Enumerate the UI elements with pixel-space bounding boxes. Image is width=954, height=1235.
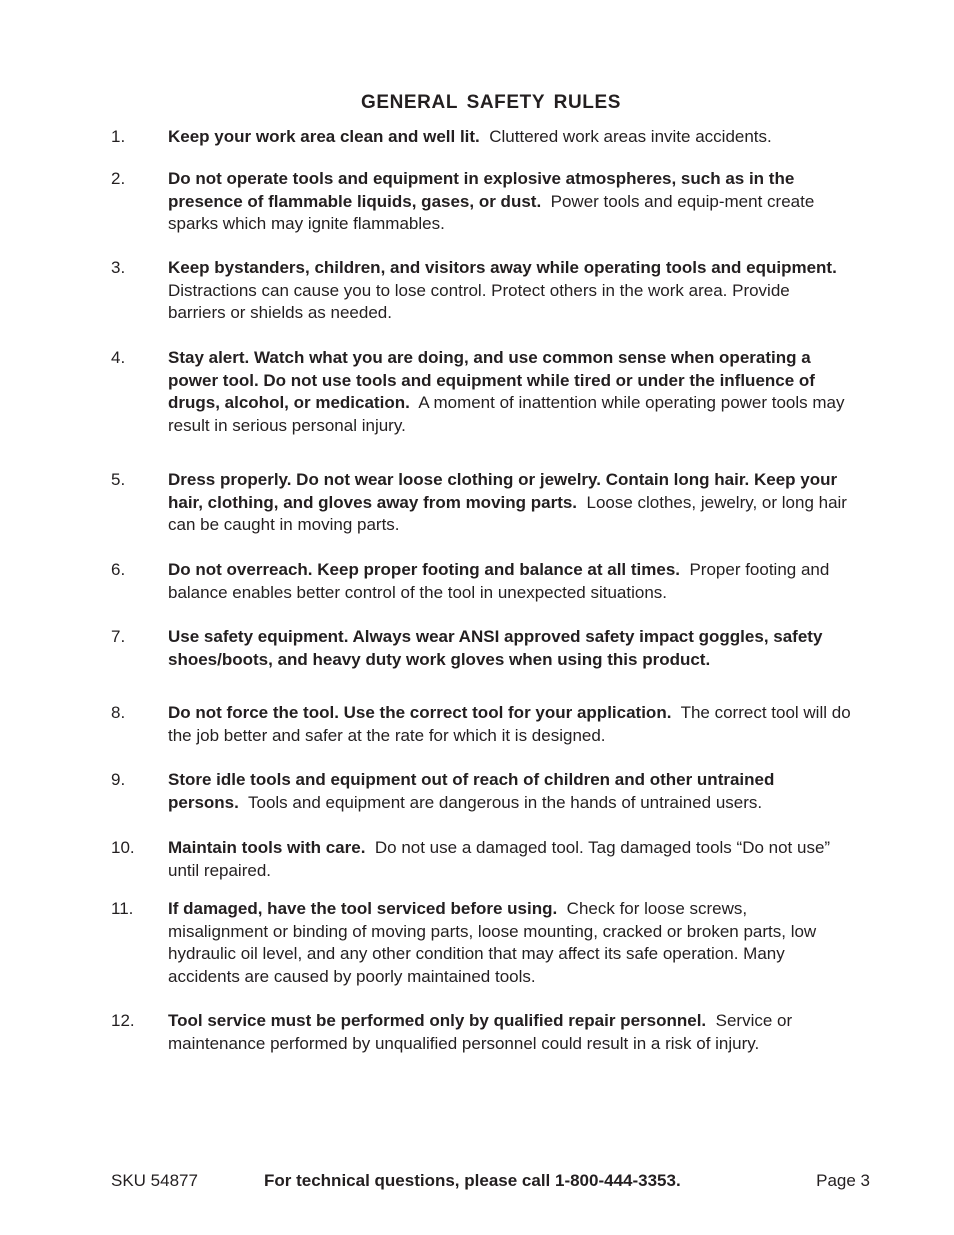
- rule-heading: Stay alert. Watch what you are doing, and use common sense when operating a power tool. Do not use tools and equipment while tired or under the influence of drugs, alcohol, or medication.: [168, 348, 815, 412]
- rule-item: [111, 769, 851, 814]
- rule-number: 9.: [111, 770, 126, 789]
- rule-heading: Do not operate tools and equipment in explosive atmospheres, such as in the presence of flammable liquids, gases, or dust.: [168, 169, 795, 211]
- rule-heading: Do not overreach. Keep proper footing and balance at all times.: [168, 560, 680, 579]
- rule-text: Tools and equipment are dangerous in the hands of untrained users.: [248, 792, 763, 812]
- rule-number: 12.: [111, 1011, 135, 1030]
- rule-item: [111, 898, 851, 988]
- rule-item: [111, 837, 851, 882]
- rule-text: The correct tool will do the job better and safer at the rate for which it is designed.: [168, 703, 851, 745]
- rule-text: Check for loose screws, misalignment or binding of moving parts, loose mounting, cracked or broken parts, low hydraulic oil level, and any other condition that may affect its safe operation. Many accidents are caused by poorly maintained tools.: [168, 899, 817, 986]
- rule-item: [111, 168, 851, 236]
- rule-heading: Use safety equipment. Always wear ANSI approved safety impact goggles, safety shoes/boots, and heavy duty work gloves when using this product.: [168, 627, 823, 669]
- rule-text: Cluttered work areas invite accidents.: [489, 127, 772, 146]
- rule-text: Service or maintenance performed by unqualified personnel could result in a risk of injury.: [168, 1011, 793, 1053]
- rule-item: [111, 347, 851, 437]
- rule-heading: Tool service must be performed only by qualified repair personnel.: [168, 1011, 707, 1030]
- rule-number: 5.: [111, 470, 126, 489]
- rule-text: A moment of inattention while operating power tools may result in serious personal injury.: [168, 393, 845, 435]
- rule-number: 6.: [111, 560, 126, 579]
- rule-text: Do not use a damaged tool. Tag damaged tools “Do not use” until repaired.: [168, 838, 831, 880]
- rule-number: 1.: [111, 127, 126, 146]
- rule-item: [111, 559, 851, 604]
- rule-text: Distractions can cause you to lose control. Protect others in the work area. Provide barriers or shields as needed.: [168, 280, 790, 322]
- page-footer: [111, 1171, 871, 1195]
- rule-item: [111, 626, 851, 671]
- support-phone-text: For technical questions, please call 1-800-444-3353.: [264, 1171, 681, 1190]
- rule-number: 4.: [111, 348, 126, 367]
- rule-heading: Keep bystanders, children, and visitors away while operating tools and equipment.: [168, 258, 837, 277]
- rule-item: [111, 126, 851, 149]
- rule-number: 7.: [111, 627, 126, 646]
- rule-item: [111, 469, 851, 537]
- rule-item: [111, 257, 851, 325]
- page-number: Page 3: [816, 1171, 870, 1190]
- rule-item: [111, 1010, 851, 1055]
- rule-item: [111, 702, 851, 747]
- rule-number: 10.: [111, 838, 135, 857]
- rule-text: Power tools and equip-ment create sparks which may ignite flammables.: [168, 191, 815, 233]
- rule-number: 8.: [111, 703, 126, 722]
- rule-text: Proper footing and balance enables better control of the tool in unexpected situations.: [168, 560, 830, 602]
- rule-number: 3.: [111, 258, 126, 277]
- rule-heading: Dress properly. Do not wear loose clothing or jewelry. Contain long hair. Keep your hair, clothing, and gloves away from moving parts.: [168, 470, 838, 512]
- rule-heading: Do not force the tool. Use the correct tool for your application.: [168, 703, 672, 722]
- rule-heading: Maintain tools with care.: [168, 838, 366, 857]
- rule-number: 2.: [111, 169, 126, 188]
- rule-heading: Store idle tools and equipment out of reach of children and other untrained persons.: [168, 770, 775, 812]
- rule-number: 11.: [111, 899, 134, 918]
- rule-heading: Keep your work area clean and well lit.: [168, 127, 480, 146]
- page-title: GENERAL SAFETY RULES: [360, 92, 622, 113]
- rule-heading: If damaged, have the tool serviced before using.: [168, 899, 558, 918]
- sku-number: SKU 54877: [111, 1171, 198, 1190]
- rule-text: Loose clothes, jewelry, or long hair can be caught in moving parts.: [168, 492, 847, 534]
